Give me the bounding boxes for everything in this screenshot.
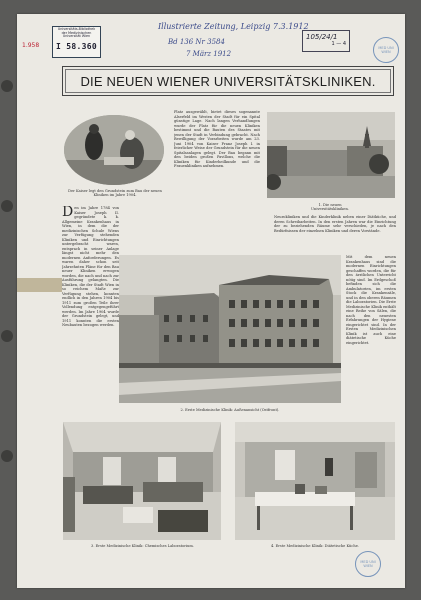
drop-cap: D bbox=[62, 206, 74, 220]
column-2-text: Platz ausgewählt, bietet dieses sogenannte Alserfeld im Westen der Stadt für ein Spital günstige Lage. Nach langen Verhandlungen wurde der Platz für die neuen Kliniken bestimmt und die Bauten des Staates mit jenen der Stadt in Verbindung gebracht. Nach Bewilligung der Vorarbeiten wurde am 23. Juni 1904 von Kaiser Franz Joseph I. in feierlicher Weise der Grundstein für die neuen Spitalsanlagen gelegt. Der Bau begann mit den beiden großen Pavillons, welche die Kliniken für Kinderheilkunde und die Frauenkliniken aufnehmen. bbox=[174, 110, 260, 168]
round-stamp-bottom: MED UNI WIEN bbox=[355, 551, 381, 577]
archive-box-number bbox=[302, 30, 350, 52]
caption-kitchen: 4. Erste Medizinische Klinik: Diätetische Küche. bbox=[271, 544, 359, 548]
tape-strip bbox=[17, 278, 62, 292]
caption-laboratory: 3. Erste Medizinische Klinik: Chemisches Laboratorium. bbox=[91, 544, 194, 548]
text-column-2 bbox=[174, 110, 260, 250]
caption-panorama: 1. Die neuen Universitätskliniken. bbox=[311, 203, 349, 211]
article-headline: DIE NEUEN WIENER UNIVERSITÄTSKLINIKEN. bbox=[62, 66, 394, 96]
photo-emperor-foundation-stone bbox=[64, 115, 164, 185]
photo-dietetic-kitchen bbox=[235, 422, 395, 540]
photo-clinics-panorama bbox=[267, 112, 395, 198]
handwritten-date: 7 März 1912 bbox=[186, 50, 232, 58]
library-signature-label bbox=[52, 26, 101, 58]
column-3-text: Neurokliniken und die Kinderklinik neben einer Diätküche, und deren Schreibarbeiten. In den ersten Jahren war die Einrichtung der zu beziehenden Räume sehr verschieden, je nach den Bedürfnissen der einzelnen Kliniken und deren Vorstände. bbox=[274, 215, 396, 233]
photo-clinic-exterior bbox=[119, 255, 341, 403]
box-number-sub: 1 — 4 bbox=[331, 41, 346, 47]
signature-number: I 58.360 bbox=[56, 41, 97, 51]
text-column-1 bbox=[62, 206, 119, 414]
handwritten-source: Illustrierte Zeitung, Leipzig 7.3.1912 bbox=[158, 22, 309, 31]
library-name: Universitäts-Bibliothek der Medizinischen Universität Wien bbox=[57, 27, 96, 39]
page-number: 1.958 bbox=[22, 42, 40, 49]
text-column-4 bbox=[346, 255, 396, 413]
caption-emperor: Der Kaiser legt den Grundstein zum Bau der neuen Kliniken im Jahre 1904. bbox=[68, 189, 162, 197]
text-column-3 bbox=[274, 215, 396, 251]
column-1-text: en im Jahre 1784 von Kaiser Joseph II. gegründete k. k. Allgemeine Krankenhaus in Wien, in dem die der medizinischen Schule Wiens zur Verfügung stehenden Kliniken und Einrichtungen untergebracht waren, entsprach in seiner Anlage längst nicht mehr den modernen Anforderungen. Es waren daher schon seit Jahrzehnten Pläne für den Bau neuer Kliniken erwogen worden, die nach und nach zur Ausführung gelangten. Die Kliniken, die der Stadt Wien in so reichem Maße zur Verfügung stehen, konnten endlich in den Jahren 1904 bis 1911 zum großen Teile ihrer Vollendung entgegengeführt werden. Im Jahre 1904 wurde der Grundstein gelegt, und 1911 konnten die ersten Neubauten bezogen werden. bbox=[62, 206, 119, 327]
photo-chemical-laboratory bbox=[63, 422, 221, 540]
handwritten-volume: Bd 136 Nr 3584 bbox=[168, 38, 225, 46]
column-4-text: Mit dem neuen Krankenhaus sind die modernen Einrichtungen geschaffen worden, die für den ärztlichen Unterricht nötig sind. Im Erdgeschoß befinden sich die Ambulatorien, im ersten Stock die Krankensäle, und in den oberen Räumen die Laboratorien. Die Erste Medizinische Klinik enthält eine Reihe von Sälen, die nach den neuesten Erfahrungen der Hygiene eingerichtet sind. In der Ersten Medizinischen Klinik ist auch eine diätetische Küche eingerichtet. bbox=[346, 255, 396, 345]
round-stamp-top: MED UNI WIEN bbox=[373, 37, 399, 63]
caption-exterior: 2. Erste Medizinische Klinik: Außenansicht (Ostfront). bbox=[180, 408, 280, 412]
box-number-main: 105/24/1 bbox=[306, 33, 338, 41]
